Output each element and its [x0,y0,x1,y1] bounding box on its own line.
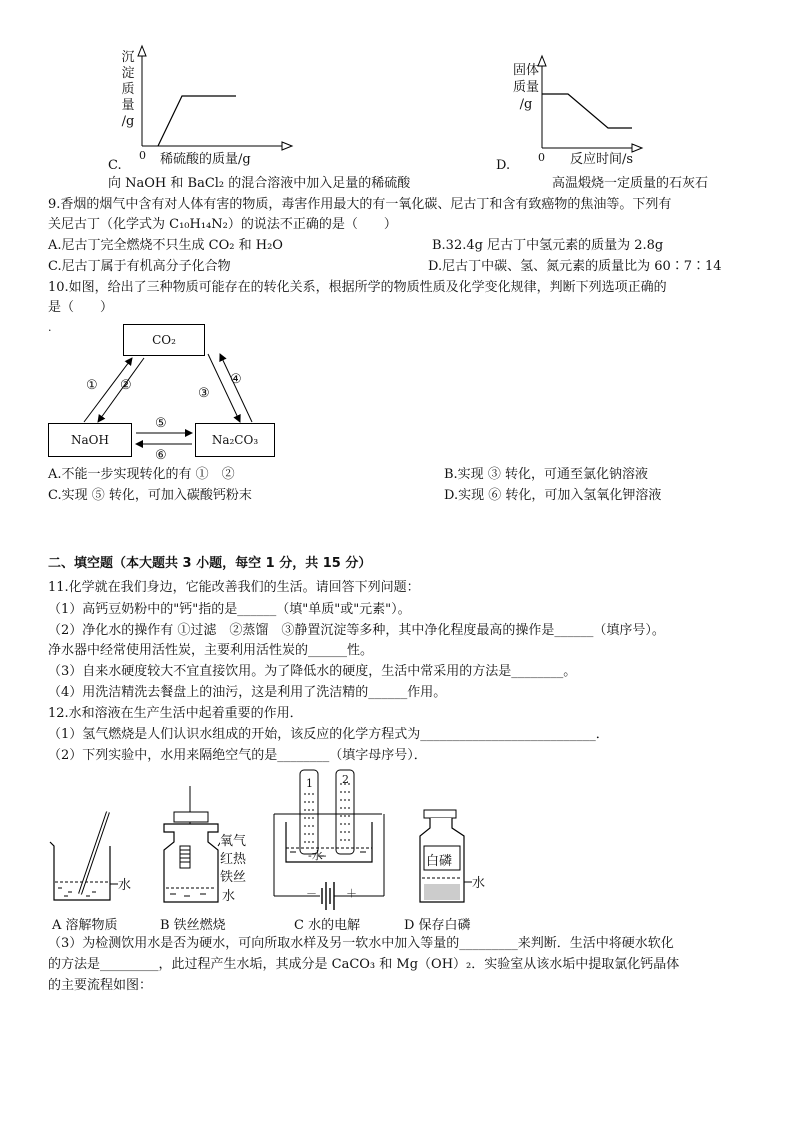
label-2: ② [120,378,132,393]
label-5: ⑤ [155,416,167,431]
section-2-title: 二、填空题（本大题共 3 小题，每空 1 分，共 15 分） [48,556,372,571]
q12-part3a: （3）为检测饮用水是否为硬水，可向所取水样及另一软水中加入等量的_________来判断．生活中将硬水软化 [48,936,674,951]
q11-part4: （4）用洗洁精洗去餐盘上的油污，这是利用了洗洁精的______作用。 [48,685,447,700]
q11-part3: （3）自来水硬度较大不宜直接饮用。为了降低水的硬度，生活中常采用的方法是________。 [48,664,577,679]
tube-2-label: 2 [342,773,349,786]
q9-stem-line2: 关尼古丁（化学式为 C₁₀H₁₄N₂）的说法不正确的是（ ） [48,217,397,232]
fig-b-wire-label: 铁丝 [220,870,247,885]
q9-option-b: B.32.4g 尼古丁中氢元素的质量为 2.8g [432,238,664,253]
q12-part3c: 的主要流程如图： [48,978,153,993]
fig-b-redhot-label: 红热 [220,852,247,867]
q11-part2a: （2）净化水的操作有 ①过滤 ②蒸馏 ③静置沉淀等多种，其中净化程度最高的操作是______（填序号）。 [48,623,665,638]
q12-part3b: 的方法是_________，此过程产生水垢，其成分是 CaCO₃ 和 Mg（OH）₂．实验室从该水垢中提取氯化钙晶体 [48,957,680,972]
beaker-with-rod-figure [44,808,124,908]
graph-d-origin: 0 [538,151,545,164]
graph-d-option: D. [496,158,511,173]
graph-d-caption: 高温煅烧一定质量的石灰石 [552,176,709,191]
electrolysis-figure [268,764,388,914]
white-phosphorus-label: 白磷 [426,854,453,869]
graph-d-xlabel: 反应时间/s [570,152,634,167]
fig-b-water-label: 水 [222,889,236,904]
label-4: ④ [230,372,242,387]
battery-plus-label: ＋ [346,887,357,900]
q9-stem-line1: 9.香烟的烟气中含有对人体有害的物质，毒害作用最大的有一氧化碳、尼古丁和含有致癌物的焦油等。下列有 [48,197,672,212]
naoh-box: NaOH [48,423,132,457]
label-6: ⑥ [155,448,167,463]
q11-part1: （1）高钙豆奶粉中的"钙"指的是______（填"单质"或"元素"）。 [48,602,411,617]
fig-c-water-label: -水- [308,849,327,862]
battery-minus-label: － [306,887,317,900]
fig-a-water-label: 水 [118,878,132,893]
q10-option-d: D.实现 ⑥ 转化，可加入氢氧化钾溶液 [444,488,662,503]
graph-c-option: C. [108,158,122,173]
q9-option-c: C.尼古丁属于有机高分子化合物 [48,259,231,274]
q12-part2: （2）下列实验中，水用来隔绝空气的是________（填字母序号）． [48,748,427,763]
graph-c-origin: 0 [139,149,146,162]
q9-option-a: A.尼古丁完全燃烧不只生成 CO₂ 和 H₂O [48,238,283,253]
label-1: ① [86,378,98,393]
q10-option-c: C.实现 ⑤ 转化，可加入碳酸钙粉末 [48,488,252,503]
co2-box: CO₂ [123,324,205,356]
q10-option-b: B.实现 ③ 转化，可通至氯化钠溶液 [444,467,648,482]
na2co3-box: Na₂CO₃ [195,423,275,457]
q11-stem: 11.化学就在我们身边，它能改善我们的生活。请回答下列问题： [48,580,420,595]
q10-option-a: A.不能一步实现转化的有 ① ② [48,467,235,482]
q12-stem: 12.水和溶液在生产生活中起着重要的作用． [48,706,303,721]
fig-d-water-label: 水 [472,876,486,891]
gas-jar-figure [150,784,220,910]
q12-part1: （1）氢气燃烧是人们认识水组成的开始，该反应的化学方程式为___________________________． [48,727,609,742]
q10-dot: . [48,321,52,334]
graph-c-ylabel: 沉 淀 质 量 /g [121,50,135,129]
label-3: ③ [198,386,210,401]
fig-c-caption: C 水的电解 [294,918,361,933]
tube-1-label: 1 [306,777,313,790]
q10-stem-line2: 是（ ） [48,300,114,315]
q10-stem-line1: 10.如图，给出了三种物质可能存在的转化关系，根据所学的物质性质及化学变化规律，判断下列选项正确的 [48,280,667,295]
fig-a-caption: A 溶解物质 [52,918,118,933]
fig-b-caption: B 铁丝燃烧 [160,918,226,933]
q9-option-d: D.尼古丁中碳、氢、氮元素的质量比为 60∶7∶14 [428,259,722,274]
graph-c-xlabel: 稀硫酸的质量/g [160,152,251,167]
graph-d-ylabel: 固体 质量 /g [512,63,539,112]
q11-part2b: 净水器中经常使用活性炭，主要利用活性炭的______性。 [48,643,374,658]
fig-d-caption: D 保存白磷 [404,918,471,933]
fig-b-oxygen-label: 氧气 [220,834,247,849]
graph-c-caption: 向 NaOH 和 BaCl₂ 的混合溶液中加入足量的稀硫酸 [108,176,411,191]
